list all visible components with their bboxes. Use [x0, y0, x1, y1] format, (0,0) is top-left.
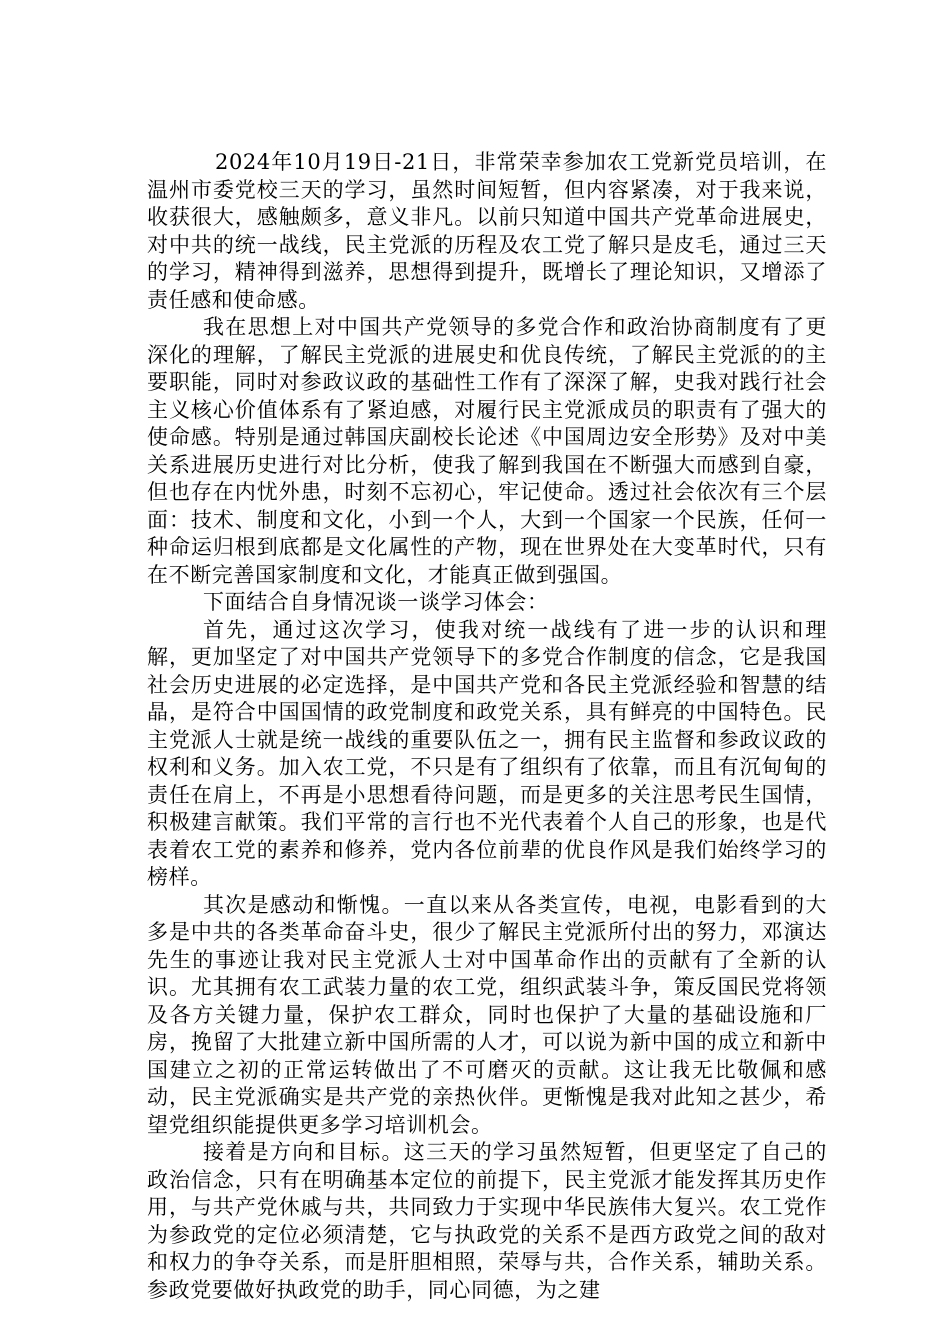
paragraph-first-point: 首先，通过这次学习，使我对统一战线有了进一步的认识和理解，更加坚定了对中国共产党领导下的多党合作制度的信念，它是我国社会历史进展的必定选择，是中国共产党和各民主党派经验和智慧的结晶，是符合中国国情的政党制度和政党关系，具有鲜亮的中国特色。民主党派人士就是统一战线的重要队伍之一，拥有民主监督和参政议政的权利和义务。加入农工党，不只是有了组织有了依靠，而且有沉甸甸的责任在肩上，不再是小思想看待问题，而是更多的关注思考民生国情，积极建言献策。我们平常的言行也不光代表着个人自己的形象，也是代表着农工党的素养和修养，党内各位前辈的优良作风是我们始终学习的榜样。: [147, 617, 827, 889]
paragraph-third-point: 接着是方向和目标。这三天的学习虽然短暂，但更坚定了自己的政治信念，只有在明确基本定位的前提下，民主党派才能发挥其历史作用，与共产党休戚与共，共同致力于实现中华民族伟大复兴。农工党作为参政党的定位必须清楚，它与执政党的关系不是西方政党之间的敌对和权力的争夺关系，而是肝胆相照，荣辱与共，合作关系，辅助关系。参政党要做好执政党的助手，同心同德，为之建: [147, 1140, 827, 1302]
document-body: [147, 149, 827, 1304]
paragraph-second-point: 其次是感动和惭愧。一直以来从各类宣传，电视，电影看到的大多是中共的各类革命奋斗史，很少了解民主党派所付出的努力，邓演达先生的事迹让我对民主党派人士对中国革命作出的贡献有了全新的认识。尤其拥有农工武装力量的农工党，组织武装斗争，策反国民党将领及各方关键力量，保护农工群众，同时也保护了大量的基础设施和厂房，挽留了大批建立新中国所需的人才，可以说为新中国的成立和新中国建立之初的正常运转做出了不可磨灭的贡献。这让我无比敬佩和感动，民主党派确实是共产党的亲热伙伴。更惭愧是我对此知之甚少，希望党组织能提供更多学习培训机会。: [147, 892, 827, 1137]
paragraph-understanding: 我在思想上对中国共产党领导的多党合作和政治协商制度有了更深化的理解，了解民主党派的进展史和优良传统，了解民主党派的的主要职能，同时对参政议政的基础性工作有了深深了解，史我对践行社会主义核心价值体系有了紧迫感，对履行民主党派成员的职责有了强大的使命感。特别是通过韩国庆副校长论述《中国周边安全形势》及对中美关系进展历史进行对比分析，使我了解到我国在不断强大而感到自豪，但也存在内忧外患，时刻不忘初心，牢记使命。透过社会依次有三个层面：技术、制度和文化，小到一个人，大到一个国家一个民族，任何一种命运归根到底都是文化属性的产物，现在世界处在大变革时代，只有在不断完善国家制度和文化，才能真正做到强国。: [147, 315, 827, 587]
paragraph-intro: 2024年10月19日-21日，非常荣幸参加农工党新党员培训，在温州市委党校三天的学习，虽然时间短暂，但内容紧凑，对于我来说，收获很大，感触颇多，意义非凡。以前只知道中国共产党革命进展史，对中共的统一战线，民主党派的历程及农工党了解只是皮毛，通过三天的学习，精神得到滋养，思想得到提升，既增长了理论知识，又增添了责任感和使命感。: [147, 150, 827, 312]
paragraph-transition: 下面结合自身情况谈一谈学习体会：: [203, 590, 549, 614]
